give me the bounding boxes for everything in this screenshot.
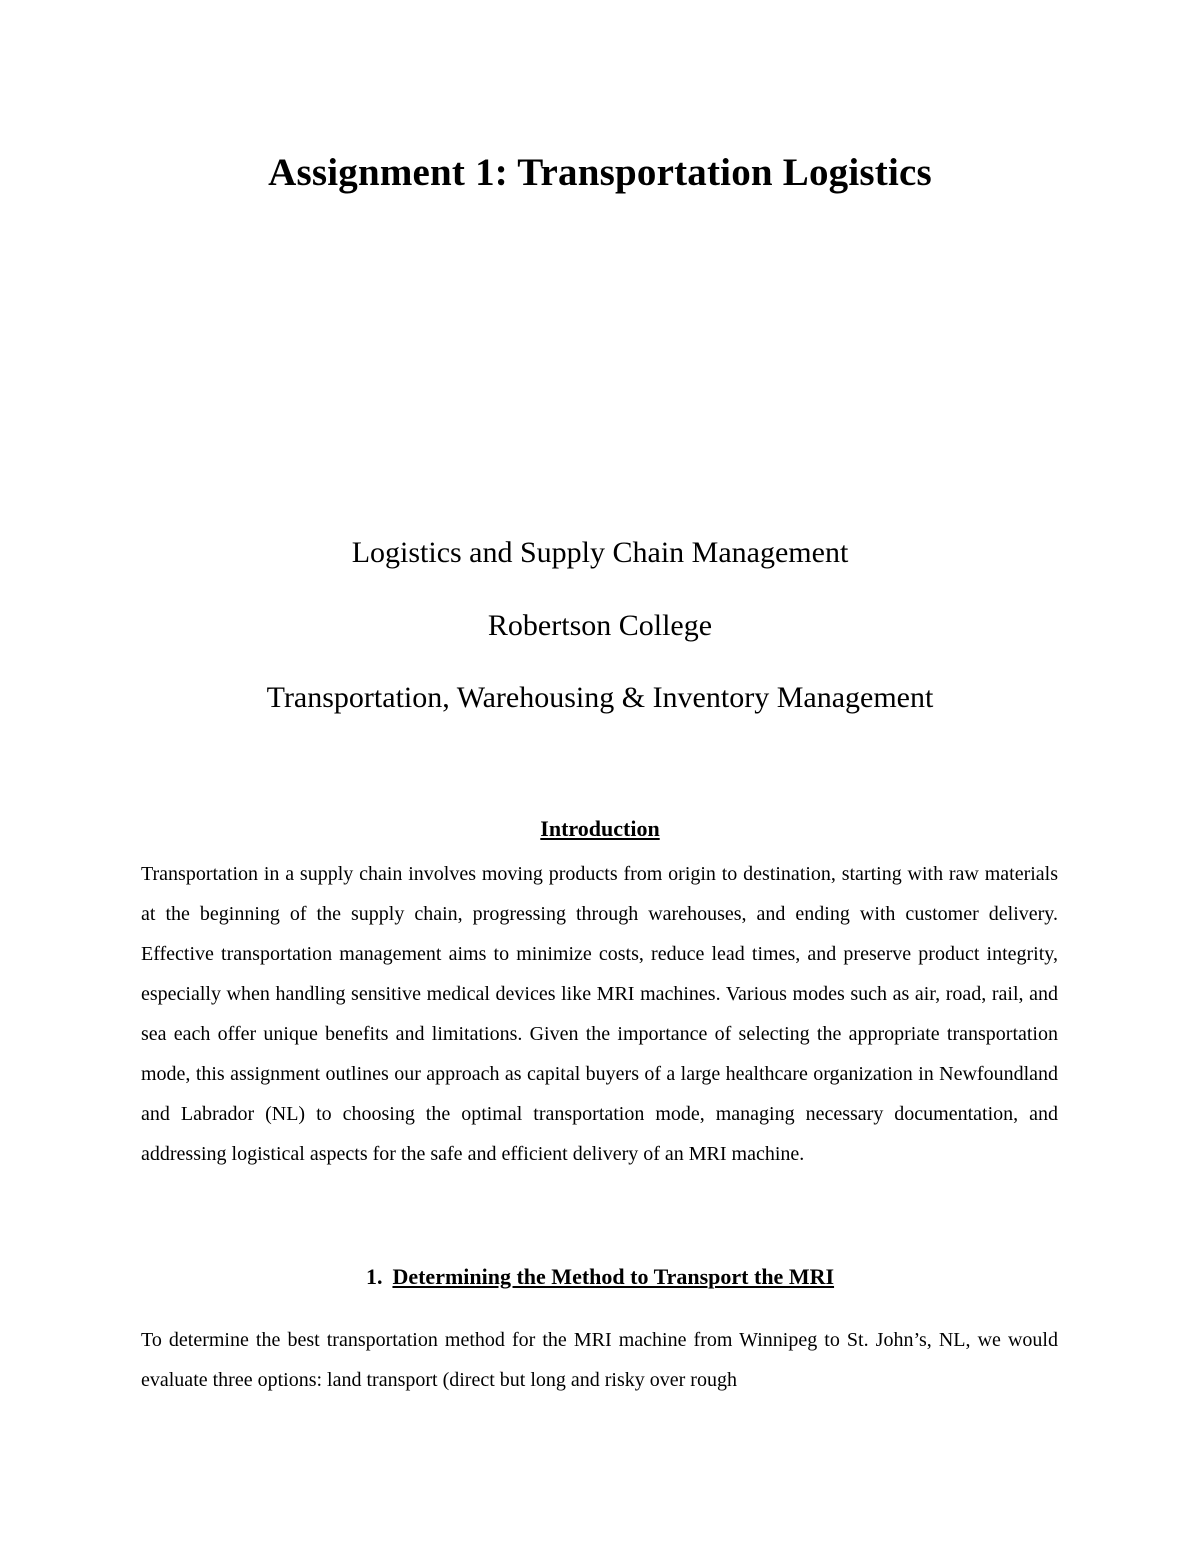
document-title: Assignment 1: Transportation Logistics [268, 151, 932, 194]
cover-program: Logistics and Supply Chain Management [351, 536, 849, 569]
cover-institution: Robertson College [487, 609, 713, 642]
section-1-heading [0, 1264, 1200, 1290]
section-1-paragraph: To determine the best transportation method for the MRI machine from Winnipeg to St. John’s, NL, we would evaluate three options: land transport (direct but long and risky over rough [141, 1329, 1058, 1391]
introduction-heading: Introduction [540, 816, 660, 841]
introduction-paragraph: Transportation in a supply chain involves moving products from origin to destination, starting with raw materials at the beginning of the supply chain, progressing through warehouses, and ending with customer delivery. Effective transportation management aims to minimize costs, reduce lead times, and preserve product integrity, especially when handling sensitive medical devices like MRI machines. Various modes such as air, road, rail, and sea each offer unique benefits and limitations. Given the importance of selecting the appropriate transportation mode, this assignment outlines our approach as capital buyers of a large healthcare organization in Newfoundland and Labrador (NL) to choosing the optimal transportation mode, managing necessary documentation, and addressing logistical aspects for the safe and efficient delivery of an MRI machine. [141, 863, 1058, 1165]
cover-course: Transportation, Warehousing & Inventory Management [266, 681, 934, 714]
section-1-title: Determining the Method to Transport the MRI [392, 1264, 835, 1289]
section-1-number: 1. [365, 1264, 383, 1289]
